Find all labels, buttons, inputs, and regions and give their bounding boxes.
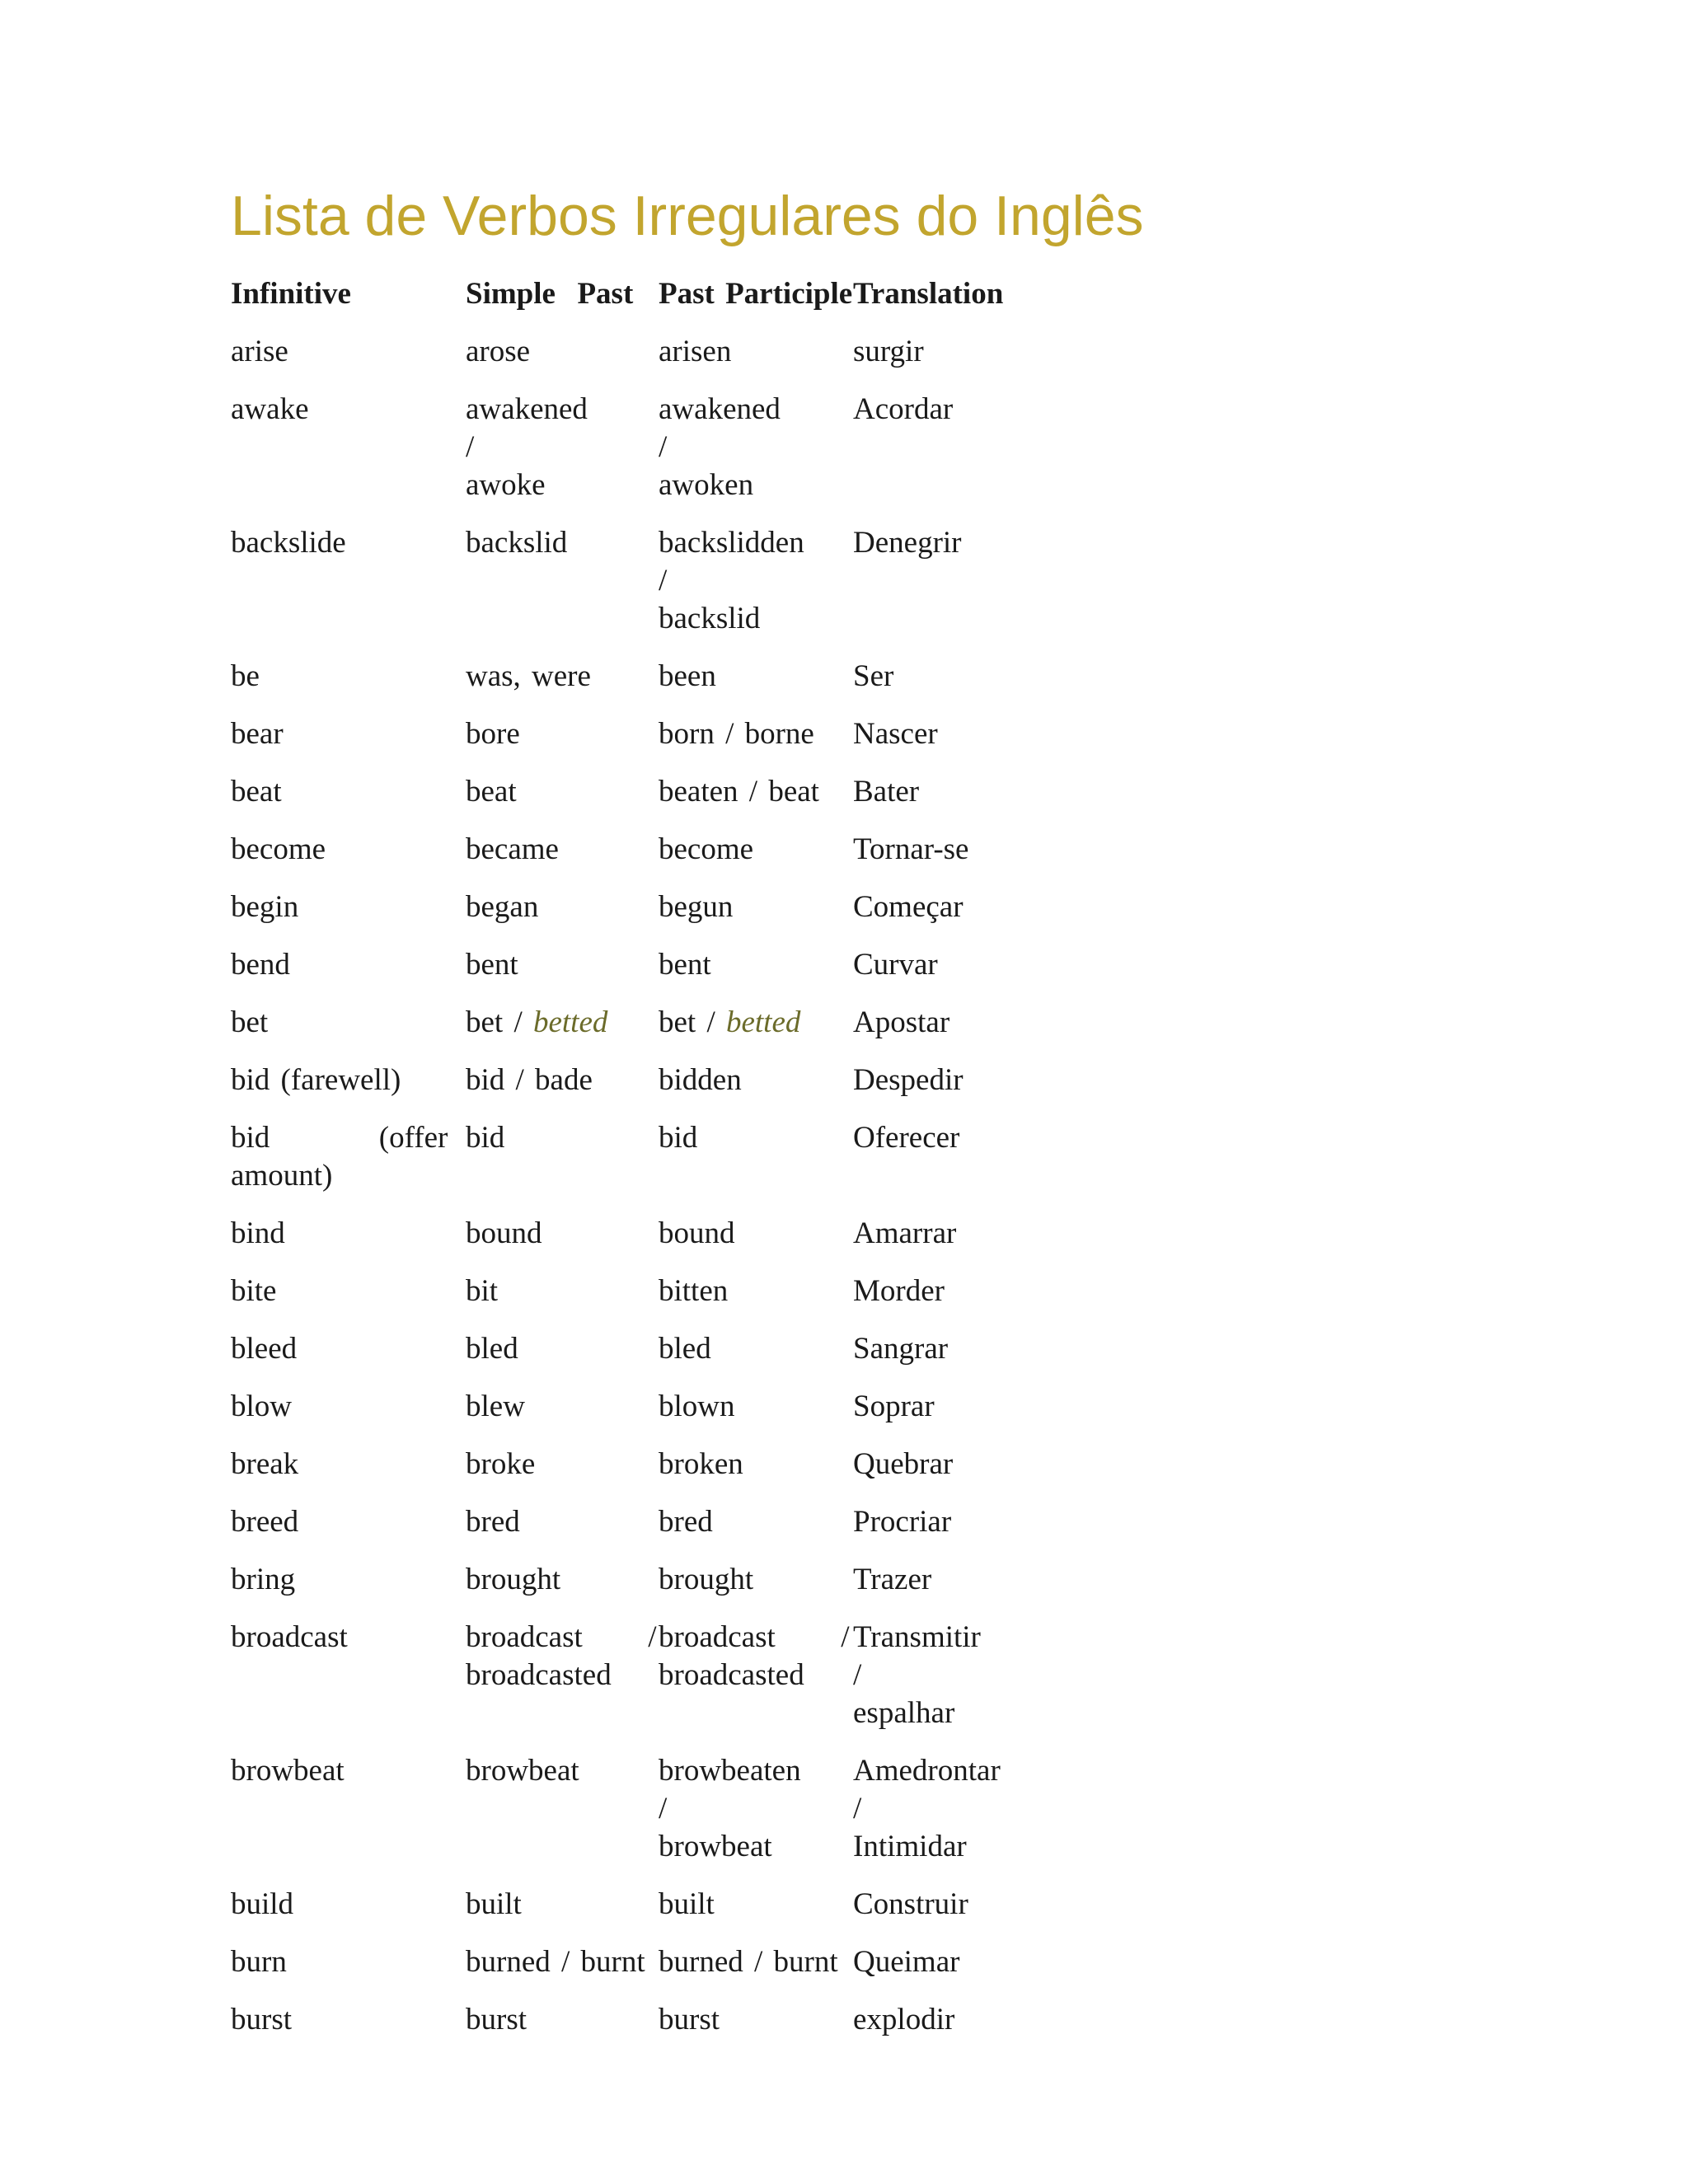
- cell-infinitive-text: be: [231, 659, 260, 693]
- cell-translation-text: Curvar: [853, 948, 938, 982]
- cell-simple-past-text: brought: [466, 1563, 561, 1596]
- cell-translation: [853, 1446, 1100, 1503]
- cell-infinitive: [231, 1215, 466, 1272]
- cell-simple-past-text: built: [466, 1887, 522, 1921]
- cell-simple-past-text: bit: [466, 1274, 499, 1308]
- cell-simple-past-text: burned / burnt: [466, 1945, 645, 1979]
- cell-translation-text: Queimar: [853, 1945, 960, 1979]
- cell-infinitive: [231, 1388, 466, 1446]
- cell-simple-past-text: broadcast / broadcasted: [466, 1620, 657, 1692]
- cell-translation: [853, 1503, 1100, 1561]
- cell-infinitive-text: broadcast: [231, 1620, 348, 1654]
- table-row: [231, 1446, 1100, 1503]
- cell-translation: [853, 658, 1100, 715]
- cell-past-participle-text: bent: [659, 948, 711, 982]
- cell-infinitive-text: arise: [231, 335, 288, 368]
- cell-simple-past: [466, 1215, 659, 1272]
- cell-infinitive-text: bring: [231, 1563, 296, 1596]
- cell-simple-past: [466, 2001, 659, 2059]
- cell-past-participle: [659, 333, 853, 391]
- cell-past-participle: [659, 1619, 853, 1752]
- cell-infinitive: [231, 1503, 466, 1561]
- cell-simple-past: [466, 1062, 659, 1119]
- cell-simple-past-text: became: [466, 832, 559, 866]
- cell-simple-past-text: bore: [466, 717, 520, 751]
- cell-past-participle-text: bled: [659, 1332, 711, 1366]
- cell-past-participle-text: burst: [659, 2003, 720, 2036]
- cell-past-participle: [659, 1330, 853, 1388]
- cell-past-participle-text: awakened / awoken: [659, 392, 781, 502]
- cell-infinitive-text: blow: [231, 1390, 292, 1423]
- table-row: [231, 888, 1100, 946]
- cell-past-participle: [659, 1062, 853, 1119]
- cell-past-participle-text: bet /: [659, 1005, 726, 1039]
- table-row: [231, 773, 1100, 831]
- cell-past-participle-text: browbeaten / browbeat: [659, 1754, 801, 1863]
- cell-past-participle-text: arisen: [659, 335, 732, 368]
- cell-translation: [853, 715, 1100, 773]
- cell-infinitive: [231, 946, 466, 1004]
- cell-simple-past: [466, 1272, 659, 1330]
- cell-simple-past: [466, 715, 659, 773]
- table-row: [231, 946, 1100, 1004]
- table-row: [231, 1943, 1100, 2001]
- table-row: [231, 1886, 1100, 1943]
- table-row: [231, 715, 1100, 773]
- cell-infinitive-text: bleed: [231, 1332, 298, 1366]
- cell-simple-past: [466, 1943, 659, 2001]
- cell-past-participle: [659, 1943, 853, 2001]
- cell-infinitive: [231, 1119, 466, 1215]
- table-row: [231, 333, 1100, 391]
- cell-translation-text: Procriar: [853, 1505, 952, 1539]
- cell-past-participle: [659, 1004, 853, 1062]
- cell-infinitive: [231, 1062, 466, 1119]
- table-row: [231, 391, 1100, 524]
- cell-simple-past-text: was, were: [466, 659, 591, 693]
- cell-past-participle: [659, 1752, 853, 1886]
- cell-past-participle: [659, 1446, 853, 1503]
- cell-infinitive: [231, 391, 466, 524]
- cell-past-participle: [659, 1119, 853, 1215]
- cell-infinitive: [231, 524, 466, 658]
- cell-translation: [853, 1330, 1100, 1388]
- cell-simple-past: [466, 391, 659, 524]
- cell-infinitive: [231, 1886, 466, 1943]
- cell-past-participle-text: blown: [659, 1390, 735, 1423]
- cell-infinitive-text: bid (offer amount): [231, 1121, 448, 1193]
- cell-infinitive-text: browbeat: [231, 1754, 345, 1788]
- cell-simple-past-text: bid: [466, 1121, 505, 1155]
- cell-past-participle-text: bitten: [659, 1274, 729, 1308]
- table-row: [231, 1388, 1100, 1446]
- cell-simple-past-text: awakened / awoke: [466, 392, 588, 502]
- cell-infinitive: [231, 1272, 466, 1330]
- cell-simple-past: [466, 658, 659, 715]
- cell-infinitive-text: become: [231, 832, 326, 866]
- cell-infinitive: [231, 658, 466, 715]
- cell-infinitive-text: burn: [231, 1945, 287, 1979]
- cell-simple-past: [466, 888, 659, 946]
- cell-past-participle-text: broken: [659, 1447, 743, 1481]
- cell-translation: [853, 888, 1100, 946]
- cell-simple-past-text: browbeat: [466, 1754, 579, 1788]
- table-row: [231, 1215, 1100, 1272]
- cell-translation-text: Oferecer: [853, 1121, 960, 1155]
- cell-simple-past: [466, 1503, 659, 1561]
- cell-past-participle: [659, 888, 853, 946]
- cell-translation: [853, 1119, 1100, 1215]
- cell-simple-past: [466, 1561, 659, 1619]
- column-header-infinitive: Infinitive: [231, 277, 351, 311]
- cell-past-participle-text: built: [659, 1887, 715, 1921]
- cell-translation: [853, 1062, 1100, 1119]
- cell-translation: [853, 333, 1100, 391]
- cell-past-participle-text: begun: [659, 890, 734, 924]
- table-row: [231, 1330, 1100, 1388]
- cell-translation-text: Trazer: [853, 1563, 932, 1596]
- cell-simple-past: [466, 1388, 659, 1446]
- cell-translation: [853, 2001, 1100, 2059]
- cell-past-participle-text: bound: [659, 1216, 735, 1250]
- cell-translation-text: Apostar: [853, 1005, 950, 1039]
- cell-translation-text: Construir: [853, 1887, 968, 1921]
- cell-infinitive-text: bind: [231, 1216, 285, 1250]
- cell-translation-text: Denegrir: [853, 526, 962, 560]
- cell-past-participle: [659, 1215, 853, 1272]
- cell-past-participle: [659, 1388, 853, 1446]
- cell-translation-text: Nascer: [853, 717, 938, 751]
- cell-past-participle: [659, 1503, 853, 1561]
- cell-simple-past-text: burst: [466, 2003, 527, 2036]
- table-row: [231, 1004, 1100, 1062]
- cell-past-participle-text: backslidden / backslid: [659, 526, 804, 635]
- cell-translation-text: Bater: [853, 775, 920, 808]
- cell-past-participle: [659, 1272, 853, 1330]
- cell-translation: [853, 946, 1100, 1004]
- cell-infinitive-text: bend: [231, 948, 290, 982]
- cell-translation: [853, 773, 1100, 831]
- cell-simple-past-text: bled: [466, 1332, 518, 1366]
- cell-translation-text: Acordar: [853, 392, 954, 426]
- cell-past-participle-text: born / borne: [659, 717, 814, 751]
- cell-infinitive-text: build: [231, 1887, 294, 1921]
- cell-infinitive-text: backslide: [231, 526, 346, 560]
- cell-past-participle-text: been: [659, 659, 716, 693]
- table-row: [231, 2001, 1100, 2059]
- cell-simple-past-text: blew: [466, 1390, 525, 1423]
- page-title: Lista de Verbos Irregulares do Inglês: [231, 185, 1144, 247]
- cell-simple-past: [466, 333, 659, 391]
- cell-past-participle-text: bidden: [659, 1063, 742, 1097]
- cell-simple-past: [466, 831, 659, 888]
- cell-translation-text: Amedrontar / Intimidar: [853, 1754, 1001, 1863]
- verb-table: [231, 275, 1100, 2059]
- cell-translation-text: Quebrar: [853, 1447, 954, 1481]
- cell-infinitive: [231, 1943, 466, 2001]
- cell-translation-text: Despedir: [853, 1063, 964, 1097]
- cell-translation-text: explodir: [853, 2003, 955, 2036]
- table-row: [231, 1752, 1100, 1886]
- cell-infinitive: [231, 1752, 466, 1886]
- cell-past-participle: [659, 2001, 853, 2059]
- cell-infinitive: [231, 831, 466, 888]
- cell-translation: [853, 1215, 1100, 1272]
- cell-simple-past-text: began: [466, 890, 539, 924]
- cell-infinitive-text: begin: [231, 890, 299, 924]
- cell-past-participle-text: bred: [659, 1505, 713, 1539]
- cell-translation: [853, 1886, 1100, 1943]
- cell-simple-past-text: arose: [466, 335, 531, 368]
- cell-simple-past: [466, 524, 659, 658]
- cell-infinitive-text: bet: [231, 1005, 269, 1039]
- cell-past-participle: [659, 524, 853, 658]
- table-row: [231, 1619, 1100, 1752]
- table-row: [231, 524, 1100, 658]
- cell-infinitive-text: awake: [231, 392, 309, 426]
- cell-translation: [853, 1561, 1100, 1619]
- cell-translation-text: Começar: [853, 890, 964, 924]
- table-row: [231, 1062, 1100, 1119]
- cell-past-participle: [659, 1886, 853, 1943]
- cell-translation-text: Morder: [853, 1274, 945, 1308]
- cell-past-participle: [659, 658, 853, 715]
- cell-simple-past: [466, 1330, 659, 1388]
- table-row: [231, 831, 1100, 888]
- cell-translation: [853, 1004, 1100, 1062]
- cell-translation: [853, 1272, 1100, 1330]
- cell-infinitive-text: bid (farewell): [231, 1063, 401, 1097]
- cell-simple-past: [466, 1446, 659, 1503]
- cell-infinitive-text: burst: [231, 2003, 292, 2036]
- cell-simple-past-text: bred: [466, 1505, 520, 1539]
- cell-simple-past-text: bent: [466, 948, 518, 982]
- cell-translation: [853, 1752, 1100, 1886]
- cell-infinitive-text: breed: [231, 1505, 299, 1539]
- cell-simple-past-text: bet /: [466, 1005, 533, 1039]
- cell-infinitive-text: bear: [231, 717, 284, 751]
- table-row: [231, 658, 1100, 715]
- cell-past-participle: [659, 715, 853, 773]
- cell-simple-past: [466, 946, 659, 1004]
- cell-translation: [853, 831, 1100, 888]
- column-header-past-participle: Past Participle: [659, 277, 853, 311]
- cell-infinitive-text: break: [231, 1447, 299, 1481]
- cell-simple-past-text: backslid: [466, 526, 568, 560]
- cell-infinitive: [231, 2001, 466, 2059]
- cell-simple-past-text: bid / bade: [466, 1063, 593, 1097]
- cell-past-participle: [659, 773, 853, 831]
- cell-infinitive: [231, 1446, 466, 1503]
- cell-translation: [853, 391, 1100, 524]
- cell-infinitive: [231, 1004, 466, 1062]
- cell-simple-past: [466, 1004, 659, 1062]
- cell-infinitive-text: bite: [231, 1274, 277, 1308]
- cell-past-participle: [659, 946, 853, 1004]
- cell-simple-past-text: bound: [466, 1216, 542, 1250]
- table-row: [231, 1561, 1100, 1619]
- cell-past-participle-text: brought: [659, 1563, 754, 1596]
- cell-translation-text: Amarrar: [853, 1216, 957, 1250]
- table-row: [231, 1272, 1100, 1330]
- cell-past-participle-text: burned / burnt: [659, 1945, 838, 1979]
- verb-rows: [231, 333, 1100, 2059]
- cell-simple-past-text: beat: [466, 775, 517, 808]
- cell-translation-text: surgir: [853, 335, 924, 368]
- cell-past-participle-text: bid: [659, 1121, 698, 1155]
- cell-translation: [853, 1619, 1100, 1752]
- table-header-row: [231, 275, 1100, 333]
- cell-simple-past-text: broke: [466, 1447, 536, 1481]
- cell-past-participle: [659, 831, 853, 888]
- cell-simple-past: [466, 1886, 659, 1943]
- cell-past-participle-text: broadcast / broadcasted: [659, 1620, 850, 1692]
- cell-past-participle: [659, 1561, 853, 1619]
- cell-infinitive: [231, 715, 466, 773]
- cell-simple-past: [466, 773, 659, 831]
- cell-simple-past-alt-text: betted: [532, 1005, 608, 1039]
- cell-translation-text: Transmitir / espalhar: [853, 1620, 981, 1730]
- table-row: [231, 1503, 1100, 1561]
- cell-infinitive: [231, 773, 466, 831]
- cell-simple-past: [466, 1619, 659, 1752]
- column-header-simple-past: Simple Past: [466, 277, 634, 311]
- column-header-translation: Translation: [853, 277, 1004, 311]
- cell-translation: [853, 1943, 1100, 2001]
- cell-past-participle-text: beaten / beat: [659, 775, 819, 808]
- cell-translation: [853, 1388, 1100, 1446]
- cell-past-participle-alt-text: betted: [725, 1005, 801, 1039]
- cell-translation-text: Sangrar: [853, 1332, 949, 1366]
- cell-translation-text: Ser: [853, 659, 894, 693]
- cell-simple-past: [466, 1119, 659, 1215]
- cell-infinitive: [231, 333, 466, 391]
- cell-past-participle: [659, 391, 853, 524]
- cell-past-participle-text: become: [659, 832, 754, 866]
- cell-translation-text: Tornar-se: [853, 832, 969, 866]
- cell-simple-past: [466, 1752, 659, 1886]
- table-row: [231, 1119, 1100, 1215]
- cell-infinitive: [231, 1619, 466, 1752]
- cell-infinitive: [231, 888, 466, 946]
- cell-infinitive: [231, 1330, 466, 1388]
- cell-infinitive-text: beat: [231, 775, 282, 808]
- cell-infinitive: [231, 1561, 466, 1619]
- cell-translation: [853, 524, 1100, 658]
- cell-translation-text: Soprar: [853, 1390, 935, 1423]
